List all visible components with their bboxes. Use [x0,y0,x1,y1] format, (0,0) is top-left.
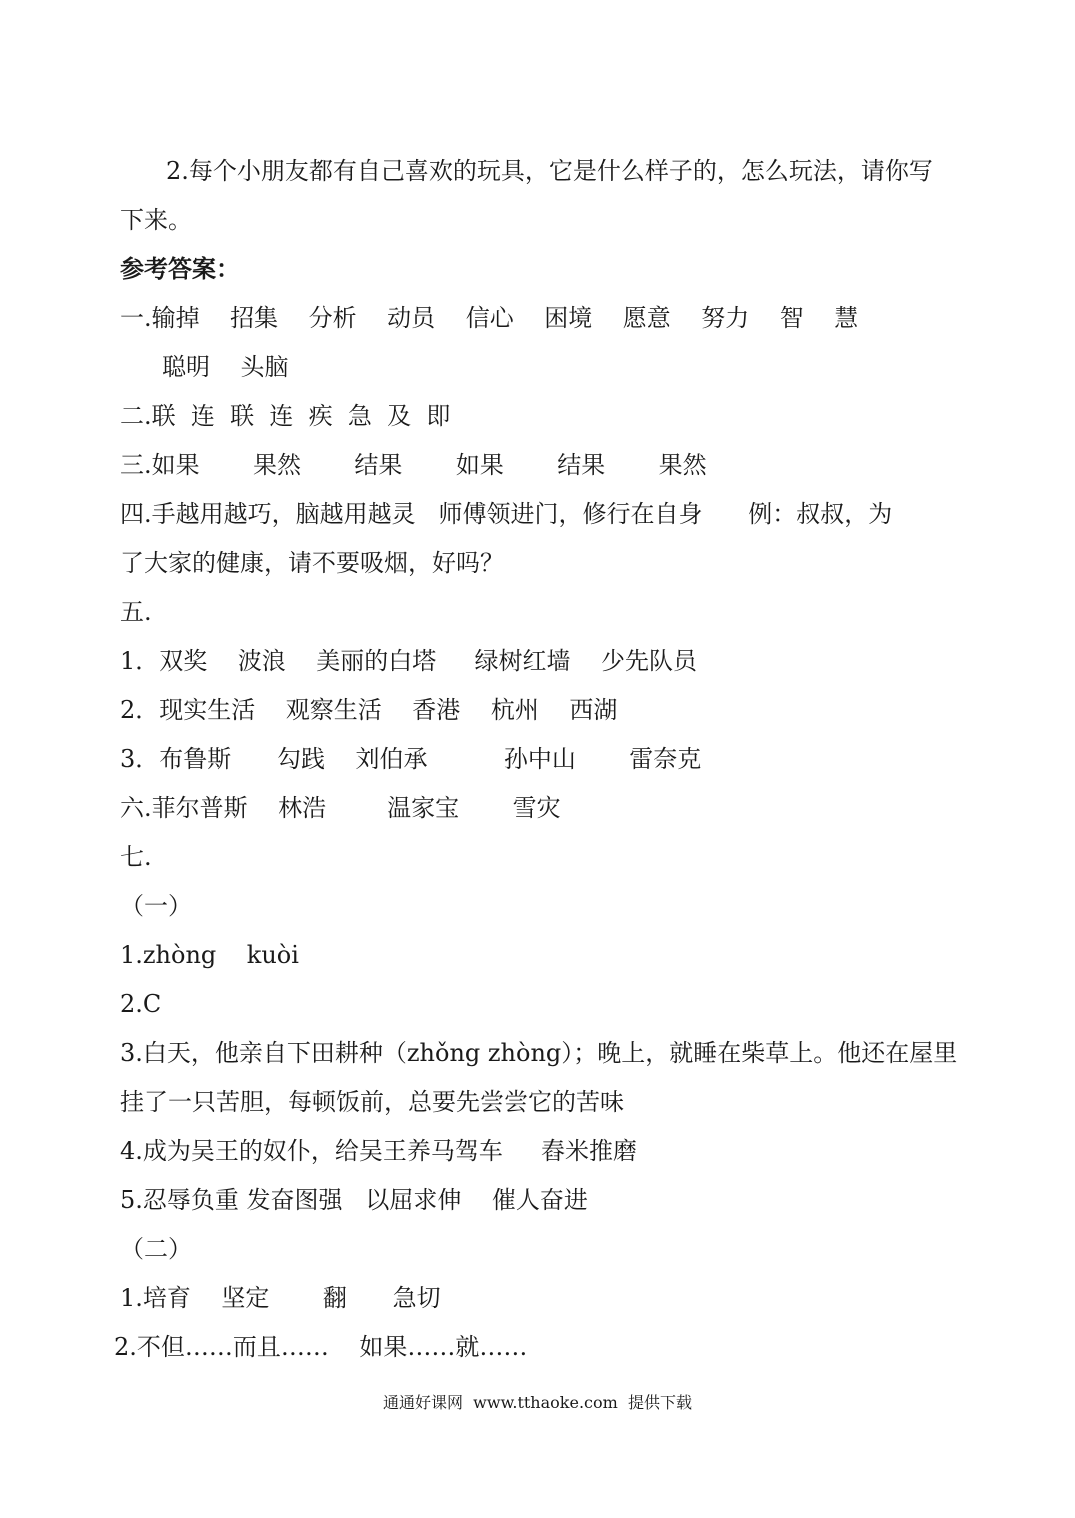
section-1-line-2: 聪明 头脑 [162,353,289,381]
section-7-part-1-item-4: 4.成为吴王的奴仆，给吴王养马驾车 舂米推磨 [120,1137,638,1165]
section-7-part-1-item-3-line-2: 挂了一只苦胆，每顿饭前，总要先尝尝它的苦味 [120,1088,624,1116]
section-7-part-1-heading: （一） [120,892,192,920]
section-7-part-2-item-2: 2.不但……而且…… 如果……就…… [114,1333,528,1361]
page-footer: 通通好课网 www.tthaoke.com 提供下载 [383,1393,692,1412]
section-7-heading: 七. [120,843,152,871]
section-7-part-2-item-1: 1.培育 坚定 翻 急切 [120,1284,441,1312]
answer-heading: 参考答案： [120,254,240,283]
section-5-item-2: 2．现实生活 观察生活 香港 杭州 西湖 [120,696,618,724]
question-2-line-2: 下来。 [120,206,192,234]
section-7-part-1-item-3-line-1: 3.白天，他亲自下田耕种（zhǒng zhòng）；晚上，就睡在柴草上。他还在屋里 [120,1039,958,1067]
section-6: 六.菲尔普斯 林浩 温家宝 雪灾 [120,794,561,822]
section-5-item-1: 1．双奖 波浪 美丽的白塔 绿树红墙 少先队员 [120,647,697,675]
section-7-part-1-item-1: 1.zhòng kuòi [120,941,299,969]
section-3: 三.如果 果然 结果 如果 结果 果然 [120,451,707,479]
section-5-item-3: 3．布鲁斯 勾践 刘伯承 孙中山 雷奈克 [120,745,702,773]
section-1-line-1: 一.输掉 招集 分析 动员 信心 困境 愿意 努力 智 慧 [120,304,859,332]
section-4-line-2: 了大家的健康，请不要吸烟，好吗？ [120,549,504,577]
question-2-line-1: 2.每个小朋友都有自己喜欢的玩具，它是什么样子的，怎么玩法，请你写 [166,157,933,185]
section-7-part-2-heading: （二） [120,1235,192,1263]
section-4-line-1: 四.手越用越巧，脑越用越灵 师傅领进门，修行在自身 例：叔叔，为 [120,500,893,528]
section-7-part-1-item-5: 5.忍辱负重 发奋图强 以屈求伸 催人奋进 [120,1186,588,1214]
section-5-heading: 五. [120,598,152,626]
section-7-part-1-item-2: 2.C [120,990,162,1018]
section-2: 二.联 连 联 连 疾 急 及 即 [120,402,451,430]
